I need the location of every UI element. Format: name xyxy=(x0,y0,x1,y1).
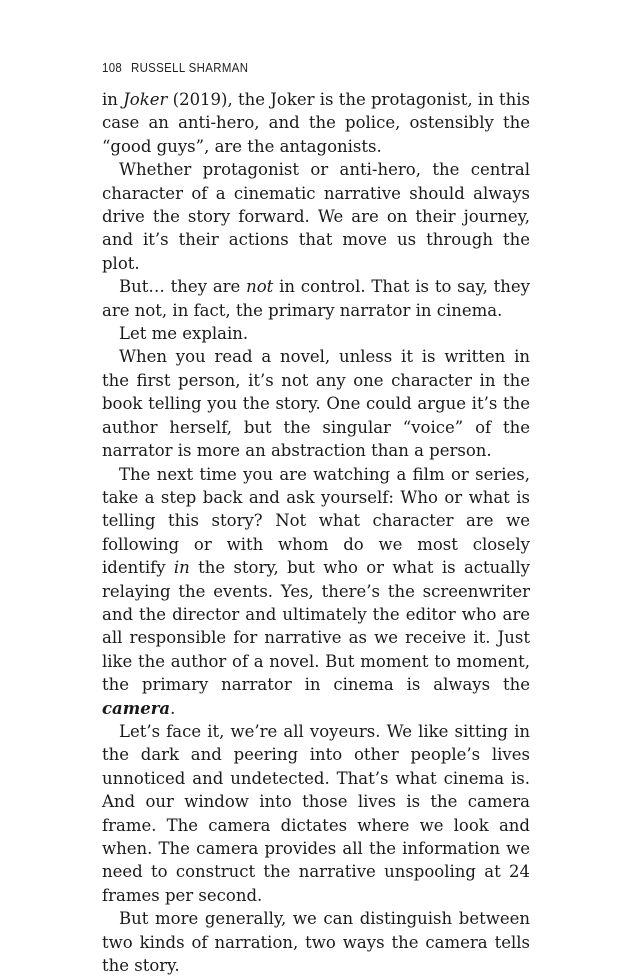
text-run: the story, but who or what is actually relaying the events. Yes, there’s the screenwriter and the director and ultimately the editor who are all responsible for narrative as we receive it. Just like the author of a novel. But moment to moment, the primary narrator in cinema is always the xyxy=(102,558,530,695)
paragraph-6 xyxy=(102,463,530,720)
text-run: The next time you are watching a film or series, take a step back and ask yourself: Who or what is telling this story? Not what character are we following or with whom do we most closely identify xyxy=(102,464,530,578)
paragraph-7: Let’s face it, we’re all voyeurs. We like sitting in the dark and peering into other people’s lives unnoticed and undetected. That’s what cinema is. And our window into those lives is the camera frame. The camera dictates where we look and when. The camera provides all the information we need to construct the narrative unspooling at 24 frames per second. xyxy=(102,721,530,905)
paragraph-4: Let me explain. xyxy=(119,324,249,344)
paragraph-8: But more generally, we can distinguish between two kinds of narration, two ways the camera tells the story. xyxy=(102,909,530,976)
text-run: . xyxy=(170,698,176,718)
text-run: But… they are xyxy=(119,277,247,297)
paragraph-1 xyxy=(102,88,530,158)
paragraph-3 xyxy=(102,275,530,322)
film-title: Joker xyxy=(123,90,168,109)
paragraph-5: When you read a novel, unless it is written in the first person, it’s not any one character in the book telling you the story. One could argue it’s the author herself, but the singular “voice” of the narrator is more an abstraction than a person. xyxy=(102,347,530,461)
author-name: RUSSELL SHARMAN xyxy=(130,60,249,75)
page-number: 108 xyxy=(102,60,123,75)
running-head xyxy=(102,60,248,75)
body-text xyxy=(102,88,530,977)
emphasis: in xyxy=(173,558,190,578)
bold-emphasis: camera xyxy=(102,698,171,718)
text-run: in control. That is to say, they are not, in fact, the primary narrator in cinema. xyxy=(102,277,530,320)
text-run: in xyxy=(102,90,124,109)
paragraph-2: Whether protagonist or anti-hero, the central character of a cinematic narrative should always drive the story forward. We are on their journey, and it’s their actions that move us through the plot. xyxy=(102,160,530,273)
text-run: (2019), the Joker is the protagonist, in this case an anti-hero, and the police, ostensibly the “good guys”, are the antagonists. xyxy=(102,90,531,156)
emphasis: not xyxy=(246,277,274,297)
